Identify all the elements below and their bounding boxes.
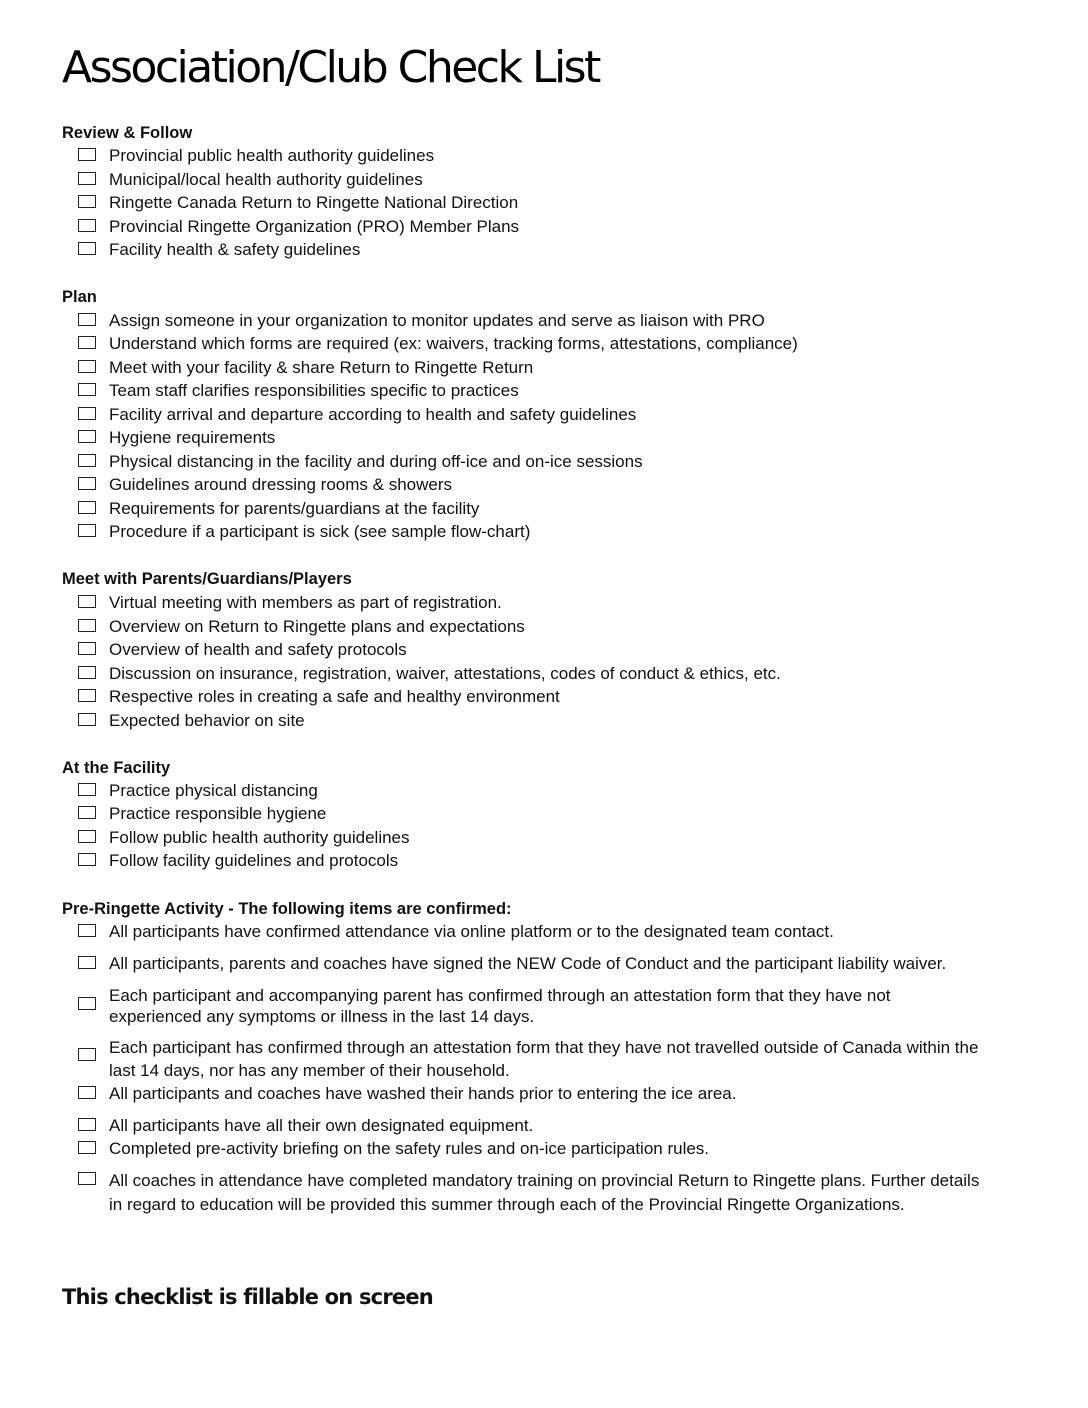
item-label: Each participant and accompanying parent has confirmed through an attestation form that they have not experienced any symptoms or illness in the last 14 days. xyxy=(109,986,891,1026)
checklist-item xyxy=(62,639,1022,660)
fillable-note: This checklist is fillable on screen xyxy=(62,1285,433,1309)
item-label: Respective roles in creating a safe and healthy environment xyxy=(109,687,560,706)
item-label: Procedure if a participant is sick (see sample flow-chart) xyxy=(109,522,531,541)
checklist-item xyxy=(62,333,1022,354)
checkbox[interactable] xyxy=(78,619,96,632)
checkbox[interactable] xyxy=(78,524,96,537)
checkbox[interactable] xyxy=(78,407,96,420)
checklist-item xyxy=(62,1115,982,1136)
section-heading: At the Facility xyxy=(62,759,171,777)
checklist-item xyxy=(62,780,1022,801)
item-label: Guidelines around dressing rooms & showers xyxy=(109,475,453,494)
item-label: Follow public health authority guidelines xyxy=(109,828,410,847)
checkbox[interactable] xyxy=(78,501,96,514)
page-title: Association/Club Check List xyxy=(62,42,599,93)
checklist-item xyxy=(62,474,1022,495)
checklist-item xyxy=(62,404,1022,425)
item-label: All participants, parents and coaches have signed the NEW Code of Conduct and the participant liability waiver. xyxy=(109,954,947,973)
checkbox[interactable] xyxy=(78,1118,96,1131)
checkbox[interactable] xyxy=(78,997,96,1010)
checkbox[interactable] xyxy=(78,924,96,937)
checkbox[interactable] xyxy=(78,783,96,796)
item-label: Each participant has confirmed through an attestation form that they have not travelled outside of Canada within the last 14 days, nor has any member of their household. xyxy=(109,1038,979,1080)
section-plan xyxy=(62,287,1022,542)
checkbox[interactable] xyxy=(78,713,96,726)
checklist-item xyxy=(62,592,1022,613)
item-label: Expected behavior on site xyxy=(109,711,305,730)
checklist-item xyxy=(62,521,1022,542)
checkbox[interactable] xyxy=(78,172,96,185)
checkbox[interactable] xyxy=(78,853,96,866)
checklist-item xyxy=(62,616,1022,637)
item-label: Follow facility guidelines and protocols xyxy=(109,851,399,870)
item-label: Overview on Return to Ringette plans and expectations xyxy=(109,617,525,636)
checklist-item xyxy=(62,985,982,1027)
checkbox[interactable] xyxy=(78,148,96,161)
item-label: Facility health & safety guidelines xyxy=(109,240,361,259)
checkbox[interactable] xyxy=(78,430,96,443)
checklist-item xyxy=(62,1138,982,1159)
checkbox[interactable] xyxy=(78,830,96,843)
checklist-item xyxy=(62,216,1022,237)
checkbox[interactable] xyxy=(78,360,96,373)
checkbox[interactable] xyxy=(78,336,96,349)
section-meet-parents xyxy=(62,569,1022,731)
checklist-item xyxy=(62,380,1022,401)
checklist-item xyxy=(62,1169,982,1216)
checklist-item xyxy=(62,169,1022,190)
checklist-item xyxy=(62,310,1022,331)
checklist-item xyxy=(62,710,1022,731)
item-label: Completed pre-activity briefing on the safety rules and on-ice participation rules. xyxy=(109,1139,710,1158)
checklist-item xyxy=(62,953,982,974)
checkbox[interactable] xyxy=(78,595,96,608)
checkbox[interactable] xyxy=(78,242,96,255)
item-label: Virtual meeting with members as part of registration. xyxy=(109,593,502,612)
checklist-item xyxy=(62,1036,982,1082)
checkbox[interactable] xyxy=(78,806,96,819)
checkbox[interactable] xyxy=(78,956,96,969)
checkbox[interactable] xyxy=(78,313,96,326)
checkbox[interactable] xyxy=(78,666,96,679)
checkbox[interactable] xyxy=(78,454,96,467)
checkbox[interactable] xyxy=(78,1086,96,1099)
checklist-item xyxy=(62,427,1022,448)
checklist-item xyxy=(62,803,1022,824)
item-label: Assign someone in your organization to monitor updates and serve as liaison with PRO xyxy=(109,311,765,330)
item-label: Practice responsible hygiene xyxy=(109,804,327,823)
checkbox[interactable] xyxy=(78,689,96,702)
checkbox[interactable] xyxy=(78,642,96,655)
checkbox[interactable] xyxy=(78,477,96,490)
item-label: Provincial public health authority guidelines xyxy=(109,146,435,165)
item-label: All participants have all their own designated equipment. xyxy=(109,1116,534,1135)
checklist-item xyxy=(62,192,1022,213)
section-heading: Plan xyxy=(62,288,97,306)
checkbox[interactable] xyxy=(78,195,96,208)
item-label: All participants have confirmed attendance via online platform or to the designated team contact. xyxy=(109,922,834,941)
item-label: Requirements for parents/guardians at the facility xyxy=(109,499,480,518)
checkbox[interactable] xyxy=(78,1141,96,1154)
section-at-facility xyxy=(62,758,1022,871)
checkbox[interactable] xyxy=(78,219,96,232)
checkbox[interactable] xyxy=(78,383,96,396)
item-label: Municipal/local health authority guidelines xyxy=(109,170,423,189)
item-label: Practice physical distancing xyxy=(109,781,318,800)
item-label: Provincial Ringette Organization (PRO) Member Plans xyxy=(109,217,520,236)
checklist-item xyxy=(62,686,1022,707)
item-label: Hygiene requirements xyxy=(109,428,276,447)
section-pre-ringette-activity xyxy=(62,899,982,1216)
item-label: All participants and coaches have washed their hands prior to entering the ice area. xyxy=(109,1084,737,1103)
checklist-item xyxy=(62,1083,982,1104)
checkbox[interactable] xyxy=(78,1048,96,1061)
item-label: Meet with your facility & share Return to Ringette Return xyxy=(109,358,534,377)
section-review-follow xyxy=(62,123,1022,260)
section-heading: Review & Follow xyxy=(62,124,193,142)
item-label: All coaches in attendance have completed mandatory training on provincial Return to Ringette plans. Further details in regard to education will be provided this summer through each of the Provincial Ringette Organizations. xyxy=(109,1171,980,1214)
checklist-item xyxy=(62,357,1022,378)
item-label: Overview of health and safety protocols xyxy=(109,640,407,659)
checklist-item xyxy=(62,827,1022,848)
checklist-item xyxy=(62,921,982,942)
checklist-item xyxy=(62,498,1022,519)
checklist-item xyxy=(62,663,1022,684)
checklist-item xyxy=(62,145,1022,166)
item-label: Understand which forms are required (ex: waivers, tracking forms, attestations, compliance) xyxy=(109,334,798,353)
section-heading: Meet with Parents/Guardians/Players xyxy=(62,570,352,588)
item-label: Team staff clarifies responsibilities specific to practices xyxy=(109,381,519,400)
item-label: Facility arrival and departure according to health and safety guidelines xyxy=(109,405,637,424)
checklist-item xyxy=(62,451,1022,472)
item-label: Ringette Canada Return to Ringette National Direction xyxy=(109,193,519,212)
checklist-item xyxy=(62,239,1022,260)
section-heading: Pre-Ringette Activity - The following items are confirmed: xyxy=(62,900,512,918)
item-label: Physical distancing in the facility and during off-ice and on-ice sessions xyxy=(109,452,643,471)
checkbox[interactable] xyxy=(78,1172,96,1185)
item-label: Discussion on insurance, registration, waiver, attestations, codes of conduct & ethics, etc. xyxy=(109,664,781,683)
checklist-item xyxy=(62,850,1022,871)
